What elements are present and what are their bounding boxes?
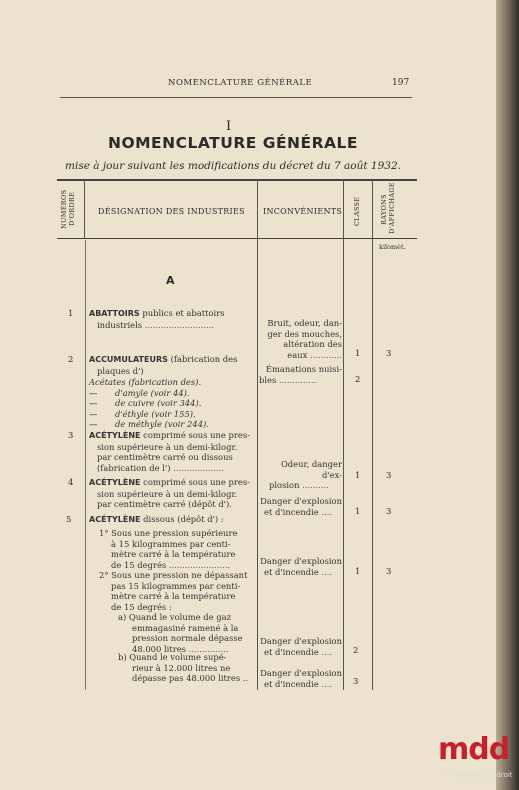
section-subtitle: mise à jour suivant les modifications du décret du 7 août 1932. [65, 160, 401, 172]
row-classe: 1 [355, 506, 361, 516]
row-inconvenients: Danger d'explosion et d'incendie .... [260, 636, 342, 657]
row-classe: 1 [355, 470, 361, 480]
logo-caption: la mémoire du droit [443, 771, 513, 779]
col-rule-2 [257, 180, 258, 690]
row-5-part-2b: b) Quand le volume supé- rieur à 12.000 litres ne dépasse pas 48.000 litres .. [118, 652, 249, 684]
col-rule-4 [372, 180, 373, 690]
row-rayon: 3 [386, 470, 392, 480]
row-inconvenients: Danger d'explosion et d'incendie .... [260, 556, 342, 577]
row-5-part-1: 1° Sous une pression supérieure à 15 kilogrammes par centi- mètre carré à la température de 15 degrés ....................... [99, 528, 238, 570]
header-designation: DÉSIGNATION DES INDUSTRIES [98, 207, 245, 216]
row-inconvenients: Danger d'explosion et d'incendie .... [260, 668, 342, 689]
header-rule [60, 97, 412, 98]
row-number: 2 [68, 354, 74, 364]
row-designation: ACÉTYLÈNE dissous (dépôt d') : [89, 514, 224, 524]
row-rayon: 3 [386, 566, 392, 576]
col-rule-1b [85, 240, 86, 690]
running-title: NOMENCLATURE GÉNÉRALE [168, 78, 313, 88]
row-classe: 2 [355, 374, 361, 384]
header-numeros: NUMÉROS D'ORDRE [60, 189, 76, 229]
row-classe: 2 [353, 645, 359, 655]
row-designation: ACÉTYLÈNE comprimé sous une pres- sion supérieure à un demi-kilogr. par centimètre carré (dépôt d'). [89, 477, 250, 510]
section-title: NOMENCLATURE GÉNÉRALE [107, 134, 359, 152]
col-rule-3 [343, 180, 344, 690]
row-rayon: 3 [386, 506, 392, 516]
acetates-list: Acétates (fabrication des). — d'amyle (voir 44). — de cuivre (voir 344). — d'éthyle (voir 155). — de méthyle (voir 244). [89, 377, 209, 430]
row-designation: ACÉTYLÈNE comprimé sous une pres- sion supérieure à un demi-kilogr. par centimètre carré ou dissous (fabrication de l') ................... [89, 430, 250, 473]
row-5-part-2a: a) Quand le volume de gaz emmagasiné ramené à la pression normale dépasse 48.000 litres ............... [118, 612, 243, 654]
mdd-logo [438, 732, 518, 785]
row-rayon: 3 [386, 348, 392, 358]
header-inconvenients: INCONVÉNIENTS [263, 207, 343, 216]
row-designation: ABATTOIRS publics et abattoirs industriels .......................... [89, 308, 225, 330]
header-classe: CLASSE [353, 196, 361, 226]
row-number: 5 [66, 514, 72, 524]
row-number: 3 [68, 430, 74, 440]
row-number: 4 [68, 477, 74, 487]
table-header-rule [57, 238, 417, 239]
book-page-edge [496, 0, 519, 790]
page-number: 197 [392, 78, 410, 88]
row-inconvenients: Émanations nuisi- bles .............. [259, 364, 342, 385]
unit-label: kilomèt. [379, 243, 406, 251]
col-rule-1 [84, 180, 85, 238]
letter-heading: A [166, 274, 175, 287]
row-classe: 1 [355, 348, 361, 358]
table-top-rule [57, 179, 417, 181]
row-inconvenients: Bruit, odeur, dan- ger des mouches, altération des eaux ............ [267, 318, 342, 360]
row-inconvenients: Odeur, danger d'ex- plosion .......... [269, 459, 342, 491]
row-classe: 3 [353, 676, 359, 686]
row-classe: 1 [355, 566, 361, 576]
logo-mark: mdd [438, 732, 510, 767]
row-5-part-2: 2° Sous une pression ne dépassant pas 15 kilogrammes par centi- mètre carré à la température de 15 degrés : [99, 570, 248, 612]
row-inconvenients: Danger d'explosion et d'incendie .... [260, 496, 342, 517]
header-rayons: RAYONS D'AFFICHAGE [380, 182, 396, 234]
section-number: I [226, 119, 232, 134]
row-number: 1 [68, 308, 74, 318]
row-designation: ACCUMULATEURS (fabrication des plaques d') [89, 354, 238, 376]
